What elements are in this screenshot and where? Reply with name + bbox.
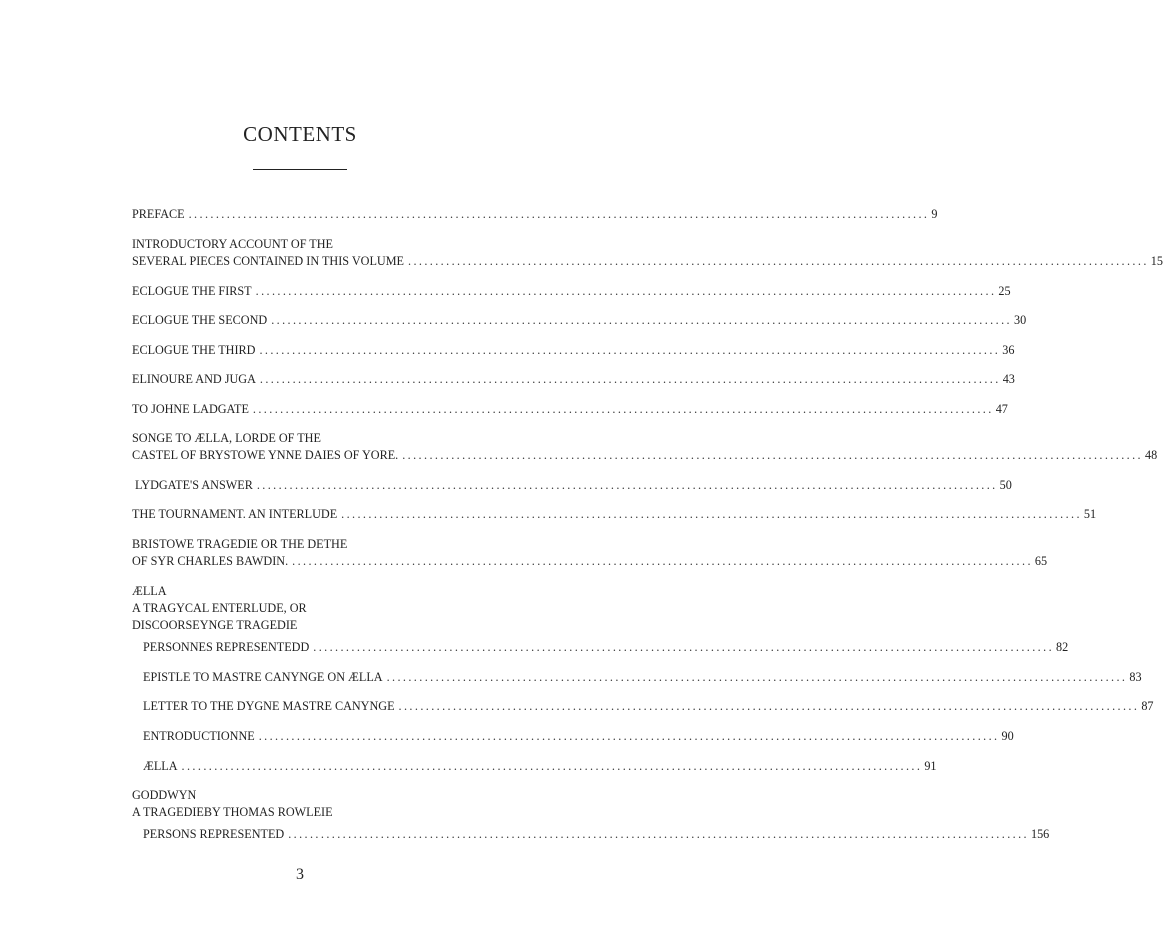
dot-leader: ........................................................................................................................................ [402, 448, 1143, 462]
toc-entry-title: ECLOGUE THE FIRST [132, 284, 252, 298]
dot-leader: ........................................................................................................................................ [255, 284, 997, 298]
toc-line [132, 583, 468, 600]
toc-entry-title: PERSONNES REPRESENTEDD [143, 640, 310, 654]
dot-leader: ........................................................................................................................................ [256, 478, 998, 492]
toc-entry-entroductionne[interactable] [132, 728, 1014, 745]
toc-entry-page: 43 [1002, 372, 1015, 386]
toc-entry-bristowe-tragedie[interactable] [132, 536, 1048, 570]
toc-entry-page: 90 [1001, 729, 1014, 743]
toc-entry-page: 15 [1150, 254, 1163, 268]
toc-line [132, 236, 468, 253]
toc-entry-title: LYDGATE'S ANSWER [132, 478, 253, 492]
toc-line [143, 698, 1154, 715]
toc-entry-page: 91 [924, 759, 937, 773]
dot-leader: ........................................................................................................................................ [271, 313, 1012, 327]
toc-entry-page: 9 [931, 207, 938, 221]
toc-entry-persons-represented[interactable] [132, 826, 1050, 843]
toc-line [132, 206, 938, 223]
toc-line [132, 506, 1097, 523]
toc-entry-title: ECLOGUE THE SECOND [132, 313, 268, 327]
toc-line [132, 430, 468, 447]
toc-line [132, 600, 468, 617]
dot-leader: ........................................................................................................................................ [188, 207, 930, 221]
dot-leader: ........................................................................................................................................ [258, 729, 1000, 743]
toc-entry-preface[interactable] [132, 206, 938, 223]
toc-entry-page: 51 [1083, 507, 1097, 521]
dot-leader: ........................................................................................................................................ [313, 640, 1055, 654]
dot-leader: ........................................................................................................................................ [386, 670, 1128, 684]
toc-entry-title: SEVERAL PIECES CONTAINED IN THIS VOLUME [132, 254, 404, 268]
toc-entry-page: 47 [995, 402, 1008, 416]
toc-line [143, 669, 1142, 686]
toc-entry-page: 156 [1030, 827, 1050, 841]
dot-leader: ........................................................................................................................................ [288, 827, 1029, 841]
toc-entry-title: ENTRODUCTIONNE [143, 729, 255, 743]
toc-line [132, 283, 1011, 300]
toc-entry-title: ÆLLA [143, 759, 178, 773]
table-of-contents [132, 206, 1163, 843]
toc-line [132, 536, 468, 553]
toc-entry-title: TO JOHNE LADGATE [132, 402, 249, 416]
toc-entry-page: 87 [1141, 699, 1154, 713]
toc-entry-title: PREFACE [132, 207, 185, 221]
toc-entry-aella[interactable] [132, 758, 937, 775]
toc-line [132, 787, 468, 804]
page-number: 3 [296, 866, 304, 883]
toc-entry-title: DISCOORSEYNGE TRAGEDIE [132, 618, 298, 632]
page-title: CONTENTS [243, 122, 357, 146]
toc-line [132, 553, 1048, 570]
toc-line [132, 342, 1015, 359]
toc-entry-the-tournament[interactable] [132, 506, 1097, 523]
toc-line [143, 639, 1069, 656]
toc-line [132, 617, 468, 634]
toc-entry-title: BRISTOWE TRAGEDIE OR THE DETHE [132, 537, 348, 551]
toc-entry-eclogue-third[interactable] [132, 342, 1015, 359]
toc-section-aella[interactable] [132, 583, 468, 634]
toc-entry-page: 36 [1002, 343, 1015, 357]
toc-line [132, 371, 1015, 388]
toc-line [143, 728, 1014, 745]
toc-entry-page: 65 [1034, 554, 1048, 568]
dot-leader: ........................................................................................................................................ [398, 699, 1140, 713]
toc-entry-title: LETTER TO THE DYGNE MASTRE CANYNGE [143, 699, 395, 713]
toc-entry-songe-to-aella[interactable] [132, 430, 1158, 464]
toc-line [132, 253, 1163, 270]
dot-leader: ........................................................................................................................................ [341, 507, 1082, 521]
toc-entry-letter-to-the-dygne-mastre[interactable] [132, 698, 1154, 715]
dot-leader: ........................................................................................................................................ [252, 402, 994, 416]
toc-entry-epistle-to-mastre-canynge[interactable] [132, 669, 1142, 686]
toc-entry-title: THE TOURNAMENT. AN INTERLUDE [132, 507, 338, 521]
toc-entry-title: A TRAGEDIEBY THOMAS ROWLEIE [132, 805, 333, 819]
toc-entry-eclogue-first[interactable] [132, 283, 1011, 300]
toc-line [132, 804, 468, 821]
toc-entry-title: ELINOURE AND JUGA [132, 372, 256, 386]
toc-line [132, 447, 1158, 464]
toc-entry-title: CASTEL OF BRYSTOWE YNNE DAIES OF YORE. [132, 448, 399, 462]
toc-entry-eclogue-second[interactable] [132, 312, 1027, 329]
toc-line [132, 401, 1008, 418]
toc-entry-title: A TRAGYCAL ENTERLUDE, OR [132, 601, 307, 615]
toc-line [143, 758, 937, 775]
dot-leader: ........................................................................................................................................ [181, 759, 923, 773]
toc-line [132, 477, 1012, 494]
toc-entry-page: 30 [1013, 313, 1027, 327]
dot-leader: ........................................................................................................................................ [292, 554, 1033, 568]
toc-line [143, 826, 1050, 843]
toc-line [132, 312, 1027, 329]
toc-entry-title: EPISTLE TO MASTRE CANYNGE ON ÆLLA [143, 670, 383, 684]
toc-entry-page: 82 [1056, 640, 1069, 654]
toc-entry-page: 50 [999, 478, 1012, 492]
toc-entry-title: ÆLLA [132, 584, 167, 598]
toc-entry-introductory-account[interactable] [132, 236, 1163, 270]
dot-leader: ........................................................................................................................................ [408, 254, 1149, 268]
toc-entry-to-johne-ladgate[interactable] [132, 401, 1008, 418]
toc-entry-personnes-representedd[interactable] [132, 639, 1069, 656]
toc-entry-title: INTRODUCTORY ACCOUNT OF THE [132, 237, 334, 251]
toc-entry-title: OF SYR CHARLES BAWDIN. [132, 554, 289, 568]
toc-entry-page: 25 [998, 284, 1011, 298]
dot-leader: ........................................................................................................................................ [259, 343, 1001, 357]
toc-entry-elinoure-and-juga[interactable] [132, 371, 1015, 388]
toc-entry-title: SONGE TO ÆLLA, LORDE OF THE [132, 431, 321, 445]
toc-entry-title: GODDWYN [132, 788, 197, 802]
toc-entry-page: 83 [1129, 670, 1142, 684]
toc-entry-page: 48 [1145, 448, 1158, 462]
toc-entry-lydgates-answer[interactable] [132, 477, 1012, 494]
toc-section-goddwyn[interactable] [132, 787, 468, 821]
toc-entry-title: PERSONS REPRESENTED [143, 827, 285, 841]
title-rule [253, 169, 347, 170]
dot-leader: ........................................................................................................................................ [259, 372, 1001, 386]
toc-entry-title: ECLOGUE THE THIRD [132, 343, 256, 357]
